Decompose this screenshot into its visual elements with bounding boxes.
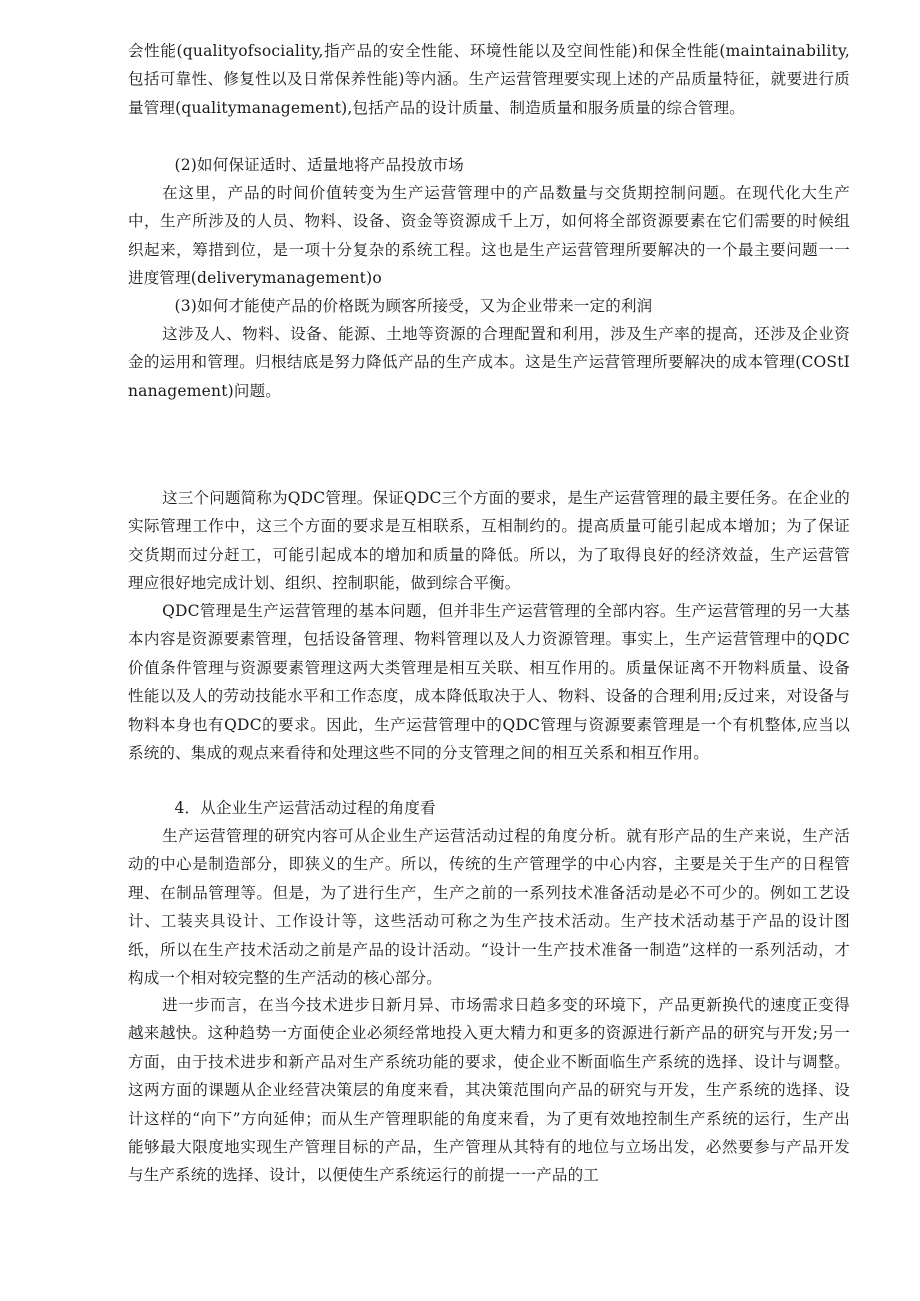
paragraph-resource-management: QDC管理是生产运营管理的基本问题，但并非生产运营管理的全部内容。生产运营管理的另一大基本内容是资源要素管理，包括设备管理、物料管理以及人力资源管理。事实上，生产运营管理中的QDC价值条件管理与资源要素管理这两大类管理是相互关联、相互作用的。质量保证离不开物料质量、设备性能以及人的劳动技能水平和工作态度，成本降低取决于人、物料、设备的合理利用;反过来，对设备与物料本身也有QDC的要求。因此，生产运营管理中的QDC管理与资源要素管理是一个有机整体,应当以系统的、集成的观点来看待和处理这些不同的分支管理之间的相互关系和相互作用。 — [128, 602, 850, 763]
paragraph-delivery-management: 在这里，产品的时间价值转变为生产运营管理中的产品数量与交货期控制问题。在现代化大生产中，生产所涉及的人员、物料、设备、资金等资源成千上万，如何将全部资源要素在它们需要的时候组织起来，筹措到位，是一项十分复杂的系统工程。这也是生产运营管理所要解决的一个最主要问题一一进度管理(deliverymanagement)o — [128, 184, 850, 288]
paragraph-product-development: 进一步而言，在当今技术进步日新月异、市场需求日趋多变的环境下，产品更新换代的速度正变得越来越快。这种趋势一方面使企业必须经常地投入更大精力和更多的资源进行新产品的研究与开发;另一方面，由于技术进步和新产品对生产系统功能的要求，使企业不断面临生产系统的选择、设计与调整。这两方面的课题从企业经营决策层的角度来看，其决策范围向产品的研究与开发，生产系统的选择、设计这样的“向下”方向延伸；而从生产管理职能的角度来看，为了更有效地控制生产系统的运行，生产出能够最大限度地实现生产管理目标的产品，生产管理从其特有的地位与立场出发，必然要参与产品开发与生产系统的选择、设计，以便使生产系统运行的前提一一产品的工 — [128, 996, 850, 1185]
paragraph-qdc-management: 这三个问题简称为QDC管理。保证QDC三个方面的要求，是生产运营管理的最主要任务。在企业的实际管理工作中，这三个方面的要求是互相联系，互相制约的。提高质量可能引起成本增加；为了保证交货期而过分赶工，可能引起成本的增加和质量的降低。所以，为了取得良好的经济效益，生产运营管理应很好地完成计划、组织、控制职能，做到综合平衡。 — [128, 489, 850, 593]
paragraph-quality-management: 会性能(qualityofsociality,指产品的安全性能、环境性能以及空间性能)和保全性能(maintainability,包括可靠性、修复性以及日常保养性能)等内涵。生产运营管理要实现上述的产品质量特征，就要进行质量管理(qualitymanagement),包括产品的设计质量、制造质量和服务质量的综合管理。 — [128, 42, 850, 117]
paragraph-cost-management: 这涉及人、物料、设备、能源、土地等资源的合理配置和利用，涉及生产率的提高，还涉及企业资金的运用和管理。归根结底是努力降低产品的生产成本。这是生产运营管理所要解决的成本管理(COStInanagement)问题。 — [128, 325, 850, 400]
paragraph-production-activities: 生产运营管理的研究内容可从企业生产运营活动过程的角度分析。就有形产品的生产来说，生产活动的中心是制造部分，即狭义的生产。所以，传统的生产管理学的中心内容，主要是关于生产的日程管理、在制品管理等。但是，为了进行生产，生产之前的一系列技术准备活动是必不可少的。例如工艺设计、工装夹具设计、工作设计等，这些活动可称之为生产技术活动。生产技术活动基于产品的设计图纸，所以在生产技术活动之前是产品的设计活动。“设计一生产技术准备一制造”这样的一系列活动，才构成一个相对较完整的生产活动的核心部分。 — [128, 827, 850, 988]
heading-item-3: (3)如何才能使产品的价格既为顾客所接受，又为企业带来一定的利润 — [174, 297, 653, 315]
heading-section-4: 4．从企业生产运营活动过程的角度看 — [174, 799, 436, 817]
heading-item-2: (2)如何保证适时、适量地将产品投放市场 — [174, 156, 464, 174]
